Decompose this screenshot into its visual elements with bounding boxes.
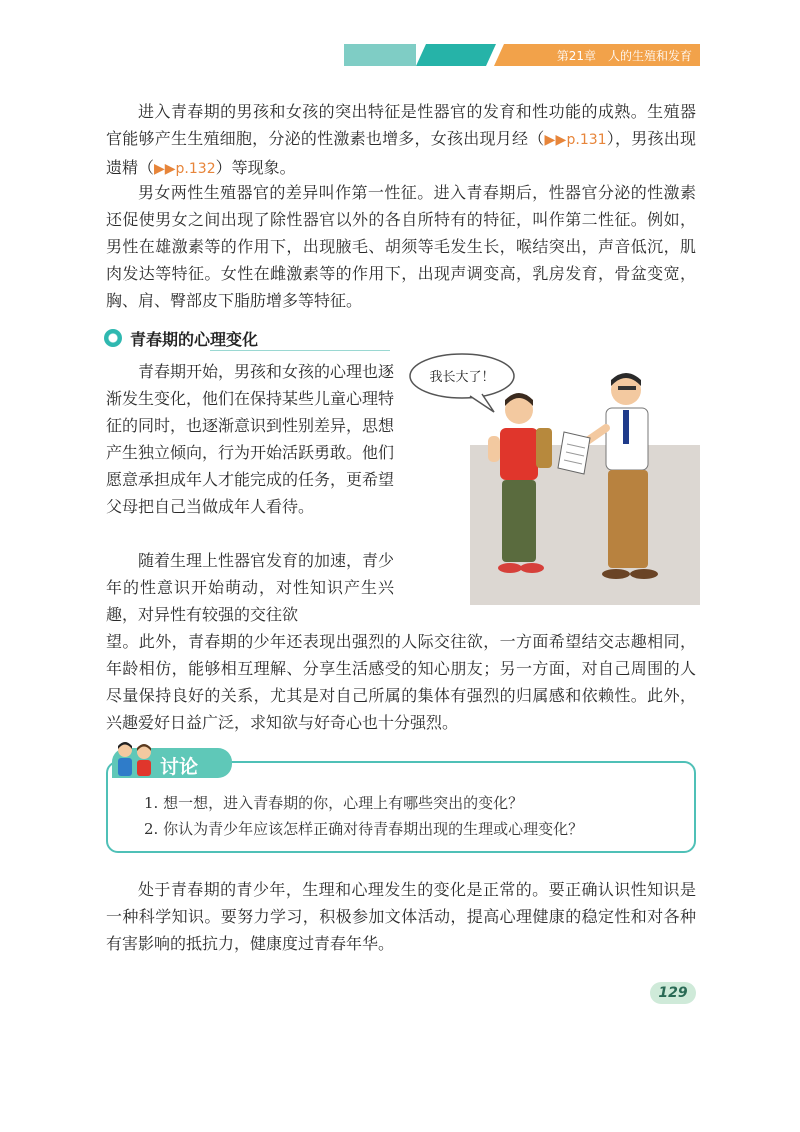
- page-number: 129: [650, 982, 696, 1004]
- boy-pants: [502, 480, 536, 562]
- boy-backpack: [536, 428, 552, 468]
- students-icon: [112, 740, 158, 778]
- boy-shoe-right: [520, 563, 544, 573]
- discussion-title: 讨论: [160, 756, 199, 778]
- paragraph-sex-traits: 男女两性生殖器官的差异叫作第一性征。进入青春期后，性器官分泌的性激素还促使男女之间出现了除性器官以外的各自所特有的特征，叫作第二性征。例如，男性在雄激素等的作用下，出现腋毛、胡须等毛发生长，喉结突出，声音低沉，肌肉发达等特征。女性在雌激素等的作用下，出现声调变高，乳房发育，骨盆变宽，胸、肩、臀部皮下脂肪增多等特征。: [106, 183, 696, 310]
- paragraph-text: ）等现象。: [215, 158, 296, 177]
- speech-bubble-tail: [470, 394, 494, 412]
- paragraph-sexual-characteristics: [106, 98, 696, 183]
- paragraph-text: ），男孩出现遗精（: [106, 129, 696, 177]
- teacher-pants: [608, 470, 648, 568]
- section-bullet-icon: [104, 329, 122, 347]
- speech-text: 我长大了！: [429, 370, 495, 385]
- paragraph-psychology-2a: 随着生理上性器官发育的加速，青少年的性意识开始萌动，对性知识产生兴趣，对异性有较强的交往欲: [106, 551, 395, 624]
- paragraph-text: 进入青春期的男孩和女孩的突出特征是性器官的发育和性功能的成熟。生殖器官能够产生生殖细胞，分泌的性激素也增多，女孩出现月经（: [106, 102, 696, 148]
- teacher-shoe-right: [630, 569, 658, 579]
- page-link-p131[interactable]: ▶▶p.131: [544, 132, 607, 148]
- boy-shoe-left: [498, 563, 522, 573]
- chapter-header-bar: [344, 44, 700, 66]
- boy-shirt: [500, 428, 538, 480]
- teacher-shoe-left: [602, 569, 630, 579]
- paragraph-psychology-1: 青春期开始，男孩和女孩的心理也逐渐发生变化，他们在保持某些儿童心理特征的同时，也逐渐意识到性别差异，思想产生独立倾向，行为开始活跃勇敢。他们愿意承担成年人才能完成的任务，更希望父母把自己当做成年人看待。: [106, 362, 395, 516]
- discussion-question-1: 1. 想一想，进入青春期的你，心理上有哪些突出的变化？: [144, 794, 524, 812]
- chapter-title: 第21章 人的生殖和发育: [556, 49, 692, 63]
- illustration-boy-and-teacher: [404, 350, 700, 605]
- paragraph-conclusion: 处于青春期的青少年，生理和心理发生的变化是正常的。要正确认识性知识是一种科学知识。要努力学习，积极参加文体活动，提高心理健康的稳定性和对各种有害影响的抵抗力，健康度过青春年华。: [106, 880, 696, 953]
- illustration-svg: [404, 350, 700, 605]
- section-title: 青春期的心理变化: [130, 330, 259, 349]
- header-stripe-light: [344, 44, 416, 66]
- boy-raised-hand: [488, 436, 500, 462]
- page-link-p132[interactable]: ▶▶p.132: [154, 161, 216, 177]
- discussion-question-2: 2. 你认为青少年应该怎样正确对待青春期出现的生理或心理变化？: [144, 820, 584, 838]
- teacher-tie: [623, 410, 629, 444]
- paragraph-psychology-2b: 望。此外，青春期的少年还表现出强烈的人际交往欲，一方面希望结交志趣相同，年龄相仿，能够相互理解、分享生活感受的知心朋友；另一方面，对自己周围的人尽量保持良好的关系，尤其是对自己所属的集体有强烈的归属感和依赖性。此外，兴趣爱好日益广泛，求知欲与好奇心也十分强烈。: [106, 632, 696, 732]
- header-stripe-teal: [416, 44, 496, 66]
- teacher-glasses: [618, 386, 636, 390]
- section-underline: [210, 350, 390, 351]
- paper-sheet: [558, 432, 590, 474]
